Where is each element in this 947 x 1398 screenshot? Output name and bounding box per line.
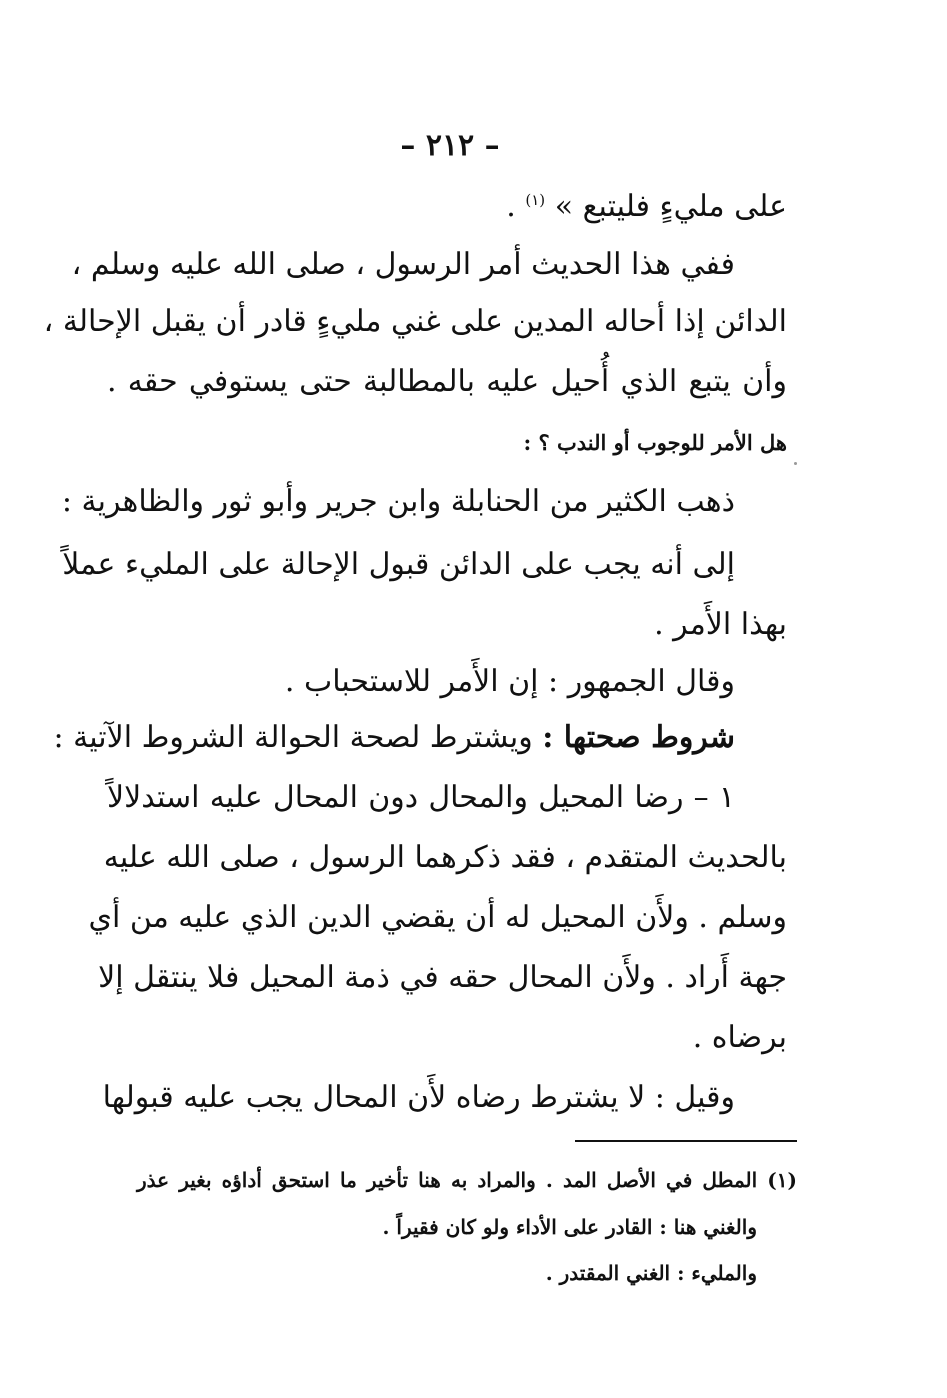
conditions-line [53, 718, 735, 758]
body-line-2: ففي هذا الحديث أمر الرسول ، صلى الله عليه وسلم ، [71, 247, 735, 282]
body-line-4: وأن يتبع الذي أُحيل عليه بالمطالبة حتى يستوفي حقه . [107, 364, 787, 399]
footnote-1-line-3: والمليء : الغني المقتدر . [545, 1261, 757, 1285]
body-line-12: وسلم . ولأَن المحيل له أن يقضي الدين الذي عليه من أي [88, 900, 787, 935]
page-number: – ٢١٢ – [400, 128, 500, 163]
body-line-3: الدائن إذا أحاله المدين على غني مليءٍ قادر أن يقبل الإحالة ، [43, 304, 787, 339]
body-line-13: جهة أَراد . ولأَن المحال حقه في ذمة المحيل فلا ينتقل إلا [98, 960, 787, 995]
hadith-ending-period: . [506, 189, 516, 224]
body-line-6: إلى أنه يجب على الدائن قبول الإحالة على المليء عملاً [62, 547, 735, 582]
footnote-1-line-2: والغني هنا : القادر على الأداء ولو كان فقيراً . [382, 1215, 757, 1239]
hadith-ending: على مليءٍ فليتبع » [554, 189, 787, 224]
conditions-intro: ويشترط لصحة الحوالة الشروط الآتية : [53, 720, 543, 755]
body-line-5: ذهب الكثير من الحنابلة وابن جرير وأبو ثور والظاهرية : [61, 484, 735, 519]
body-line-10: ١ – رضا المحيل والمحال دون المحال عليه استدلالاً [107, 780, 735, 815]
footnote-separator [575, 1140, 797, 1142]
body-line-11: بالحديث المتقدم ، فقد ذكرهما الرسول ، صلى الله عليه [103, 840, 787, 875]
body-line-8: وقال الجمهور : إن الأَمر للاستحباب . [284, 664, 735, 699]
footnote-reference[interactable]: (١) [525, 191, 546, 209]
body-line-7: بهذا الأَمر . [654, 607, 787, 642]
section-heading-obligation: هل الأمر للوجوب أو الندب ؟ : [523, 430, 787, 455]
scan-speck [794, 462, 797, 465]
body-line-1 [107, 180, 787, 227]
footnote-1: (١) المطل في الأصل المد . والمراد به هنا تأخير ما استحق أداؤه بغير عذر [137, 1168, 797, 1192]
body-line-14: برضاه . [692, 1020, 787, 1055]
conditions-heading: شروط صحتها : [542, 720, 735, 755]
body-line-15: وقيل : لا يشترط رضاه لأَن المحال يجب عليه قبولها [102, 1080, 735, 1115]
